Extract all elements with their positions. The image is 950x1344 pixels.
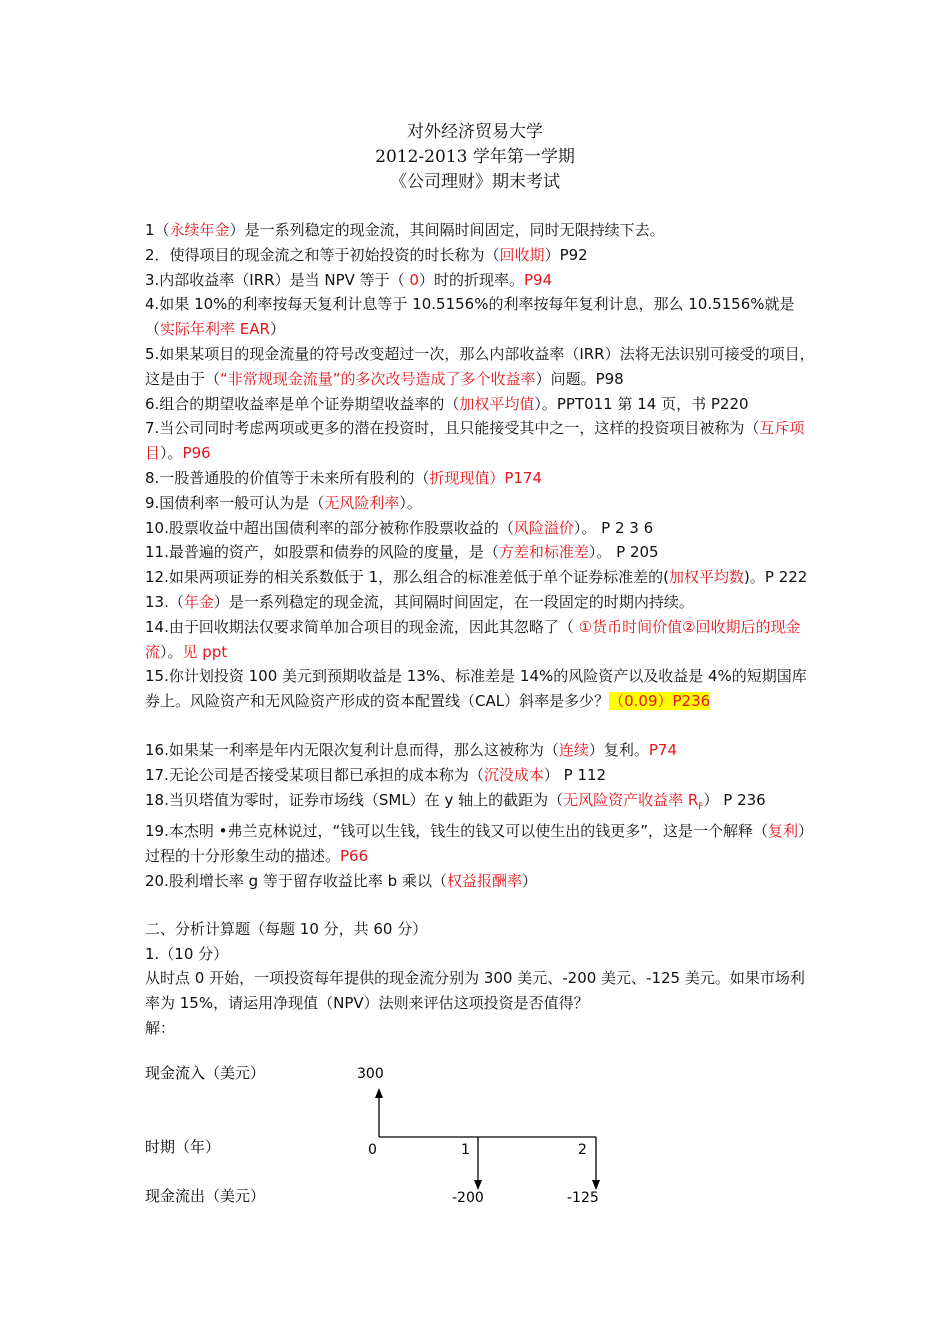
question-12: 12.如果两项证券的相关系数低于 1，那么组合的标准差低于单个证券标准差的(加权平均数)。P 222 xyxy=(145,568,808,587)
question-19: 19.本杰明 •弗兰克林说过，“钱可以生钱，钱生的钱又可以使生出的钱更多”，这是一个解释（复利）过程的十分形象生动的描述。P66 xyxy=(145,822,814,866)
section-2-title: 二、分析计算题（每题 10 分，共 60 分） xyxy=(145,919,428,938)
subscript: F xyxy=(698,801,704,812)
question-15: 15.你计划投资 100 美元到预期收益是 13%、标准差是 14%的风险资产以及收益是 4%的短期国库券上。风险资产和无风险资产形成的资本配置线（CAL）斜率是多少？（0.09）P236 xyxy=(145,667,807,711)
question-11: 11.最普遍的资产，如股票和债券的风险的度量，是（方差和标准差）。 P 205 xyxy=(145,543,659,562)
answer: ①货币时间价值②回收期后的现金流 xyxy=(145,617,801,661)
page-ref: P74 xyxy=(648,740,678,759)
inflow-label: 现金流入（美元） xyxy=(145,1064,266,1082)
inflow-arrowhead xyxy=(375,1088,383,1098)
term-title: 2012-2013 学年第一学期 xyxy=(375,147,575,167)
question-7: 7.当公司同时考虑两项或更多的潜在投资时，且只能接受其中之一，这样的投资项目被称为（互斥项目）。P96 xyxy=(145,419,805,463)
answer: 风险溢价 xyxy=(513,518,574,537)
outflow-value-2: -125 xyxy=(567,1190,599,1206)
question-2: 2．使得项目的现金流之和等于初始投资的时长称为（回收期）P92 xyxy=(145,245,588,264)
period-label: 时期（年） xyxy=(145,1138,221,1156)
outflow-arrowhead-2 xyxy=(592,1180,600,1190)
outflow-value-1: -200 xyxy=(452,1190,484,1206)
exam-title: 《公司理财》期末考试 xyxy=(390,172,560,192)
question-4: 4.如果 10%的利率按每天复利计息等于 10.5156%的利率按每年复利计息，那么 10.5156%就是（实际年利率 EAR） xyxy=(145,295,795,339)
page-ref: P66 xyxy=(340,847,369,866)
answer: 互斥项目 xyxy=(145,419,805,463)
question-16: 16.如果某一利率是年内无限次复利计息而得，那么这被称为（连续）复利。P74 xyxy=(145,740,678,759)
outflow-label: 现金流出（美元） xyxy=(145,1187,266,1205)
answer: 折现现值）P174 xyxy=(429,468,543,487)
answer: 无风险资产收益率 R xyxy=(563,790,699,809)
answer: 回收期 xyxy=(499,245,545,264)
question-list xyxy=(145,218,815,1041)
question-18: 18.当贝塔值为零时，证券市场线（SML）在 y 轴上的截距为（无风险资产收益率 $R_F$） P 236 xyxy=(145,790,766,812)
page-ref: P96 xyxy=(182,444,211,463)
question-9: 9.国债利率一般可认为是（无风险利率）。 xyxy=(145,493,422,512)
inflow-value: 300 xyxy=(357,1066,384,1082)
period-1: 1 xyxy=(461,1142,470,1158)
answer: 复利 xyxy=(768,822,799,841)
answer: 方差和标准差 xyxy=(498,543,589,562)
answer: 权益报酬率 xyxy=(446,871,522,890)
answer: 连续 xyxy=(558,740,589,759)
question-13: 13.（年金）是一系列稳定的现金流，其间隔时间固定，在一段固定的时期内持续。 xyxy=(145,592,694,611)
question-1: 1（永续年金）是一系列稳定的现金流，其间隔时间固定，同时无限持续下去。 xyxy=(145,221,665,239)
period-0: 0 xyxy=(368,1142,377,1158)
solution-label: 解： xyxy=(145,1018,176,1037)
problem-1-label: 1.（10 分） xyxy=(145,944,229,963)
answer: 加权平均数 xyxy=(669,568,745,587)
question-5: 5.如果某项目的现金流量的符号改变超过一次，那么内部收益率（IRR）法将无法识别可接受的项目，这是由于（“非常规现金流量”的多次改号造成了多个收益率）问题。P98 xyxy=(145,344,815,388)
problem-1-text: 从时点 0 开始，一项投资每年提供的现金流分别为 300 美元、-200 美元、-125 美元。如果市场利率为 15%，请运用净现值（NPV）法则来评估这项投资是否值得？ xyxy=(145,969,805,1013)
university-name: 对外经济贸易大学 xyxy=(407,122,543,142)
question-17: 17.无论公司是否接受某项目都已承担的成本称为（沉没成本） P 112 xyxy=(145,765,607,784)
answer: 年金 xyxy=(183,592,214,611)
answer: “非常规现金流量”的多次改号造成了多个收益率 xyxy=(220,369,536,388)
answer: 实际年利率 EAR xyxy=(160,320,270,339)
period-2: 2 xyxy=(578,1142,587,1158)
page-ref: 见 ppt xyxy=(182,642,228,661)
question-10: 10.股票收益中超出国债利率的部分被称作股票收益的（风险溢价）。 P 2 3 6 xyxy=(145,518,654,537)
question-8: 8.一股普通股的价值等于未来所有股利的（折现现值）P174 xyxy=(145,468,543,487)
outflow-arrowhead-1 xyxy=(474,1180,482,1190)
question-3: 3.内部收益率（IRR）是当 NPV 等于（ 0）时的折现率。P94 xyxy=(145,270,553,289)
answer: 0 xyxy=(409,270,419,289)
highlighted-answer: （0.09）P236 xyxy=(609,692,711,711)
answer: 加权平均值 xyxy=(459,394,535,413)
answer: 永续年金 xyxy=(169,221,230,239)
question-14: 14.由于回收期法仅要求简单加合项目的现金流，因此其忽略了（ ①货币时间价值②回收期后的现金流）。见 ppt xyxy=(145,617,801,661)
question-20: 20.股利增长率 g 等于留存收益比率 b 乘以（权益报酬率） xyxy=(145,871,538,890)
answer: 无风险利率 xyxy=(324,493,400,512)
question-6: 6.组合的期望收益率是单个证券期望收益率的（加权平均值）。PPT011 第 14 页，书 P220 xyxy=(145,394,749,413)
page-ref: P94 xyxy=(523,270,553,289)
answer: 沉没成本 xyxy=(483,765,544,784)
